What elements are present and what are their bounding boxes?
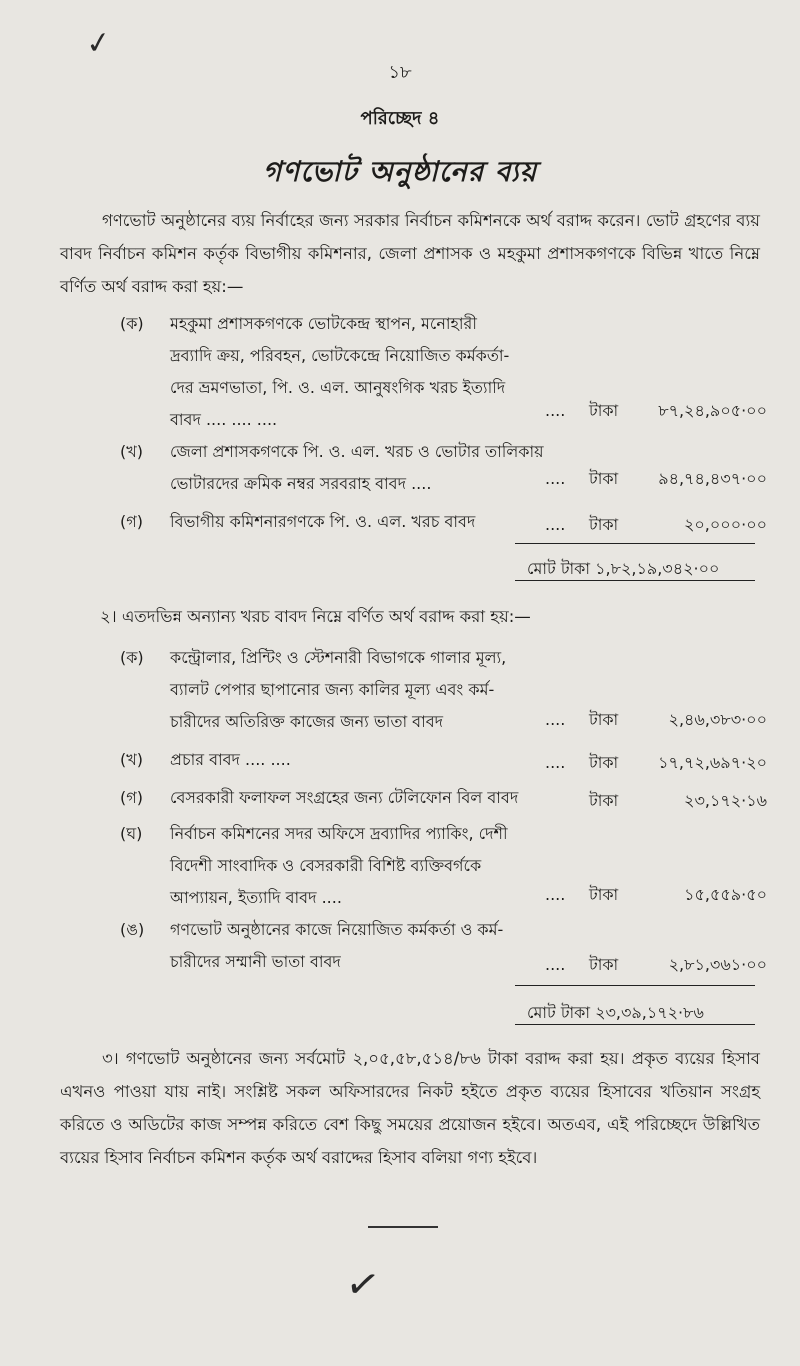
total-rule-bottom <box>515 580 755 581</box>
leader-dots: .... <box>545 710 566 729</box>
item-line: বিভাগীয় কমিশনারগণকে পি. ও. এল. খরচ বাবদ <box>170 512 476 531</box>
total-label: মোট টাকা <box>527 559 591 578</box>
s2-amount-uma <box>545 952 767 979</box>
leader-dots: .... <box>545 885 566 904</box>
amount-value: ৯৪,৭৪,৪৩৭·০০ <box>658 469 767 488</box>
s1-total <box>527 556 719 583</box>
currency-label: টাকা <box>589 469 619 488</box>
currency-label: টাকা <box>589 955 619 974</box>
s1-amount-kha <box>545 466 767 493</box>
item-marker: (খ) <box>120 750 143 769</box>
s1-amount-ka <box>545 398 767 425</box>
item-line: কন্ট্রোলার, প্রিন্টিং ও স্টেশনারী বিভাগকে গালার মূল্য, <box>170 648 507 667</box>
item-line: দের ভ্রমণভাতা, পি. ও. এল. আনুষংগিক খরচ ইত্যাদি <box>170 378 506 397</box>
amount-value: ২৩,১৭২·১৬ <box>684 791 767 810</box>
leader-dots: .... <box>545 469 566 488</box>
item-line: প্রচার বাবদ .... .... <box>170 750 291 769</box>
intro-text: গণভোট অনুষ্ঠানের ব্যয় নির্বাহের জন্য সরকার নির্বাচন কমিশনকে অর্থ বরাদ্দ করেন। ভোট গ্রহণের ব্যয় বাবদ নির্বাচন কমিশন কর্তৃক বিভাগীয় কমিশনার, জেলা প্রশাসক ও মহকুমা প্রশাসকগণকে বিভিন্ন খাতে নিম্নে বর্ণিত অর্থ বরাদ্দ করা হয়:— <box>60 211 760 296</box>
item-line: চারীদের অতিরিক্ত কাজের জন্য ভাতা বাবদ <box>170 712 444 731</box>
currency-label: টাকা <box>589 753 619 772</box>
end-separator <box>368 1226 438 1228</box>
item-line: ভোটারদের ক্রমিক নম্বর সরবরাহ বাবদ .... <box>170 474 432 493</box>
item-line: গণভোট অনুষ্ঠানের কাজে নিয়োজিত কর্মকর্তা ও কর্ম- <box>170 920 504 939</box>
item-marker: (খ) <box>120 442 143 461</box>
item-line: মহকুমা প্রশাসকগণকে ভোটকেন্দ্র স্থাপন, মনোহারী <box>170 314 477 333</box>
s2-total <box>527 1000 704 1027</box>
item-line: নির্বাচন কমিশনের সদর অফিসে দ্রব্যাদির প্যাকিং, দেশী <box>170 824 508 843</box>
item-line: দ্রব্যাদি ক্রয়, পরিবহন, ভোটকেন্দ্রে নিয়োজিত কর্মকর্তা- <box>170 346 510 365</box>
chapter-heading: পরিচ্ছেদ ৪ <box>360 108 440 129</box>
item-line: বেসরকারী ফলাফল সংগ্রহের জন্য টেলিফোন বিল বাবদ <box>170 788 519 807</box>
currency-label: টাকা <box>589 885 619 904</box>
s2-amount-ga <box>545 788 767 815</box>
item-marker: (ঙ) <box>120 920 145 939</box>
item-line: জেলা প্রশাসকগণকে পি. ও. এল. খরচ ও ভোটার তালিকায় <box>170 442 544 461</box>
total-rule-top <box>515 543 755 544</box>
total-amount: ১,৮২,১৯,৩৪২·০০ <box>595 559 720 578</box>
check-mark-bottom: ✓ <box>342 1259 384 1311</box>
section2-heading: ২। এতদভিন্ন অন্যান্য খরচ বাবদ নিম্নে বর্ণিত অর্থ বরাদ্দ করা হয়:— <box>100 607 531 626</box>
item-marker: (গ) <box>120 512 143 531</box>
total-rule-bottom <box>515 1024 755 1025</box>
leader-dots: .... <box>545 753 566 772</box>
intro-paragraph <box>60 204 760 303</box>
closing-text: ৩। গণভোট অনুষ্ঠানের জন্য সর্বমোট ২,০৫,৫৮,৫১৪/৮৬ টাকা বরাদ্দ করা হয়। প্রকৃত ব্যয়ের হিসাব এখনও পাওয়া যায় নাই। সংশ্লিষ্ট সকল অফিসারদের নিকট হইতে প্রকৃত ব্যয়ের হিসাবের খতিয়ান সংগ্রহ করিতে ও অডিটের কাজ সম্পন্ন করিতে বেশ কিছু সময়ের প্রয়োজন হইবে। অতএব, এই পরিচ্ছেদে উল্লিখিত ব্যয়ের হিসাব নির্বাচন কমিশন কর্তৃক অর্থ বরাদ্দের হিসাব বলিয়া গণ্য হইবে। <box>60 1049 760 1167</box>
leader-dots: .... <box>545 401 566 420</box>
page-number: ১৮ <box>388 62 412 83</box>
amount-value: ২,৮১,৩৬১·০০ <box>668 955 767 974</box>
total-label: মোট টাকা <box>527 1003 591 1022</box>
currency-label: টাকা <box>589 401 619 420</box>
item-line: বাবদ .... .... .... <box>170 410 278 429</box>
total-rule-top <box>515 985 755 986</box>
leader-dots: .... <box>545 955 566 974</box>
amount-value: ১৭,৭২,৬৯৭·২০ <box>658 753 767 772</box>
item-marker: (ঘ) <box>120 824 143 843</box>
amount-value: ৮৭,২৪,৯০৫·০০ <box>658 401 767 420</box>
leader-dots: .... <box>545 515 566 534</box>
check-mark-top: ✓ <box>83 24 114 63</box>
item-marker: (গ) <box>120 788 143 807</box>
s2-amount-gha <box>545 882 767 909</box>
currency-label: টাকা <box>589 710 619 729</box>
closing-paragraph <box>60 1042 760 1174</box>
currency-label: টাকা <box>589 791 619 810</box>
item-marker: (ক) <box>120 648 144 667</box>
currency-label: টাকা <box>589 515 619 534</box>
page-title: গণভোট অনুষ্ঠানের ব্যয় <box>262 155 538 188</box>
item-marker: (ক) <box>120 314 144 333</box>
s1-amount-ga <box>545 512 767 539</box>
amount-value: ১৫,৫৫৯·৫০ <box>684 885 767 904</box>
amount-value: ২,৪৬,৩৮৩·০০ <box>668 710 767 729</box>
item-line: আপ্যায়ন, ইত্যাদি বাবদ .... <box>170 888 342 907</box>
item-line: বিদেশী সাংবাদিক ও বেসরকারী বিশিষ্ট ব্যক্তিবর্গকে <box>170 856 482 875</box>
s2-amount-ka <box>545 707 767 734</box>
amount-value: ২০,০০০·০০ <box>684 515 767 534</box>
s2-amount-kha <box>545 750 767 777</box>
total-amount: ২৩,৩৯,১৭২·৮৬ <box>595 1003 704 1022</box>
item-line: ব্যালট পেপার ছাপানোর জন্য কালির মূল্য এবং কর্ম- <box>170 680 495 699</box>
item-line: চারীদের সম্মানী ভাতা বাবদ <box>170 952 341 971</box>
